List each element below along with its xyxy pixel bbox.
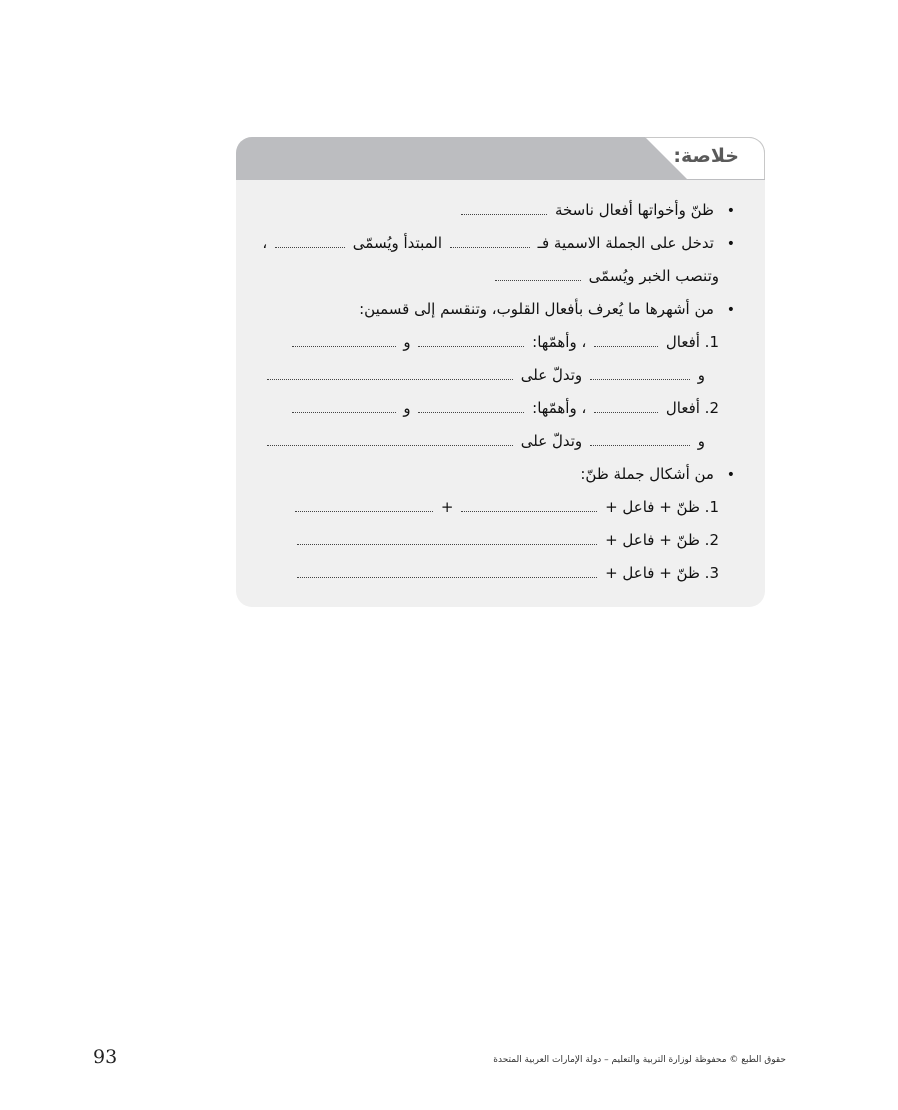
summary-box — [236, 137, 765, 607]
summary-line-7 — [289, 397, 719, 419]
summary-line-2 — [262, 232, 735, 255]
summary-line-11 — [294, 529, 719, 551]
line-4-text: من أشهرها ما يُعرف بأفعال القلوب، وتنقسم إلى قسمين: — [359, 300, 714, 318]
blank-7a[interactable] — [594, 411, 658, 413]
line-7-text-b: ، وأهمّها: — [532, 399, 587, 417]
summary-line-8 — [264, 430, 705, 452]
summary-line-9 — [580, 463, 735, 486]
line-8-text-a: و — [697, 432, 705, 450]
blank-12[interactable] — [297, 576, 597, 578]
blank-3[interactable] — [495, 279, 581, 281]
summary-line-3 — [492, 265, 719, 287]
blank-1[interactable] — [461, 213, 547, 215]
summary-line-10 — [292, 496, 719, 518]
blank-11[interactable] — [297, 543, 597, 545]
line-11-text: 2. ظنّ + فاعل + — [605, 531, 719, 549]
line-7-text-c: و — [403, 399, 411, 417]
summary-line-4 — [359, 298, 735, 321]
line-10-text-b: + — [440, 498, 454, 516]
summary-title: خلاصة: — [673, 145, 739, 167]
line-5-text-b: ، وأهمّها: — [532, 333, 587, 351]
summary-line-6 — [264, 364, 705, 386]
blank-7c[interactable] — [292, 411, 396, 413]
summary-line-12 — [294, 562, 719, 584]
copyright-footer: حقوق الطبع © محفوظة لوزارة التربية والتعليم – دولة الإمارات العربية المتحدة — [493, 1055, 786, 1065]
line-5-text-c: و — [403, 333, 411, 351]
line-2-text-a: تدخل على الجملة الاسمية فـ — [537, 234, 714, 252]
blank-8a[interactable] — [590, 444, 690, 446]
blank-5a[interactable] — [594, 345, 658, 347]
line-3-text: وتنصب الخبر ويُسمّى — [588, 267, 719, 285]
blank-10a[interactable] — [461, 510, 597, 512]
line-12-text: 3. ظنّ + فاعل + — [605, 564, 719, 582]
line-7-text-a: 2. أفعال — [665, 399, 719, 417]
blank-2a[interactable] — [450, 246, 530, 248]
line-5-text-a: 1. أفعال — [665, 333, 719, 351]
blank-10b[interactable] — [295, 510, 433, 512]
summary-line-1 — [458, 199, 735, 222]
blank-6b[interactable] — [267, 378, 513, 380]
line-2-text-c: ، — [262, 234, 268, 252]
line-9-text: من أشكال جملة ظنّ: — [580, 465, 714, 483]
line-6-text-b: وتدلّ على — [520, 366, 583, 384]
summary-line-5 — [289, 331, 719, 353]
line-1-text: ظنّ وأخواتها أفعال ناسخة — [554, 201, 714, 219]
blank-8b[interactable] — [267, 444, 513, 446]
line-6-text-a: و — [697, 366, 705, 384]
line-8-text-b: وتدلّ على — [520, 432, 583, 450]
line-2-text-b: المبتدأ ويُسمّى — [352, 234, 443, 252]
line-10-text-a: 1. ظنّ + فاعل + — [605, 498, 719, 516]
blank-7b[interactable] — [418, 411, 524, 413]
blank-2b[interactable] — [275, 246, 345, 248]
blank-6a[interactable] — [590, 378, 690, 380]
page-number: 93 — [93, 1046, 118, 1068]
blank-5c[interactable] — [292, 345, 396, 347]
blank-5b[interactable] — [418, 345, 524, 347]
